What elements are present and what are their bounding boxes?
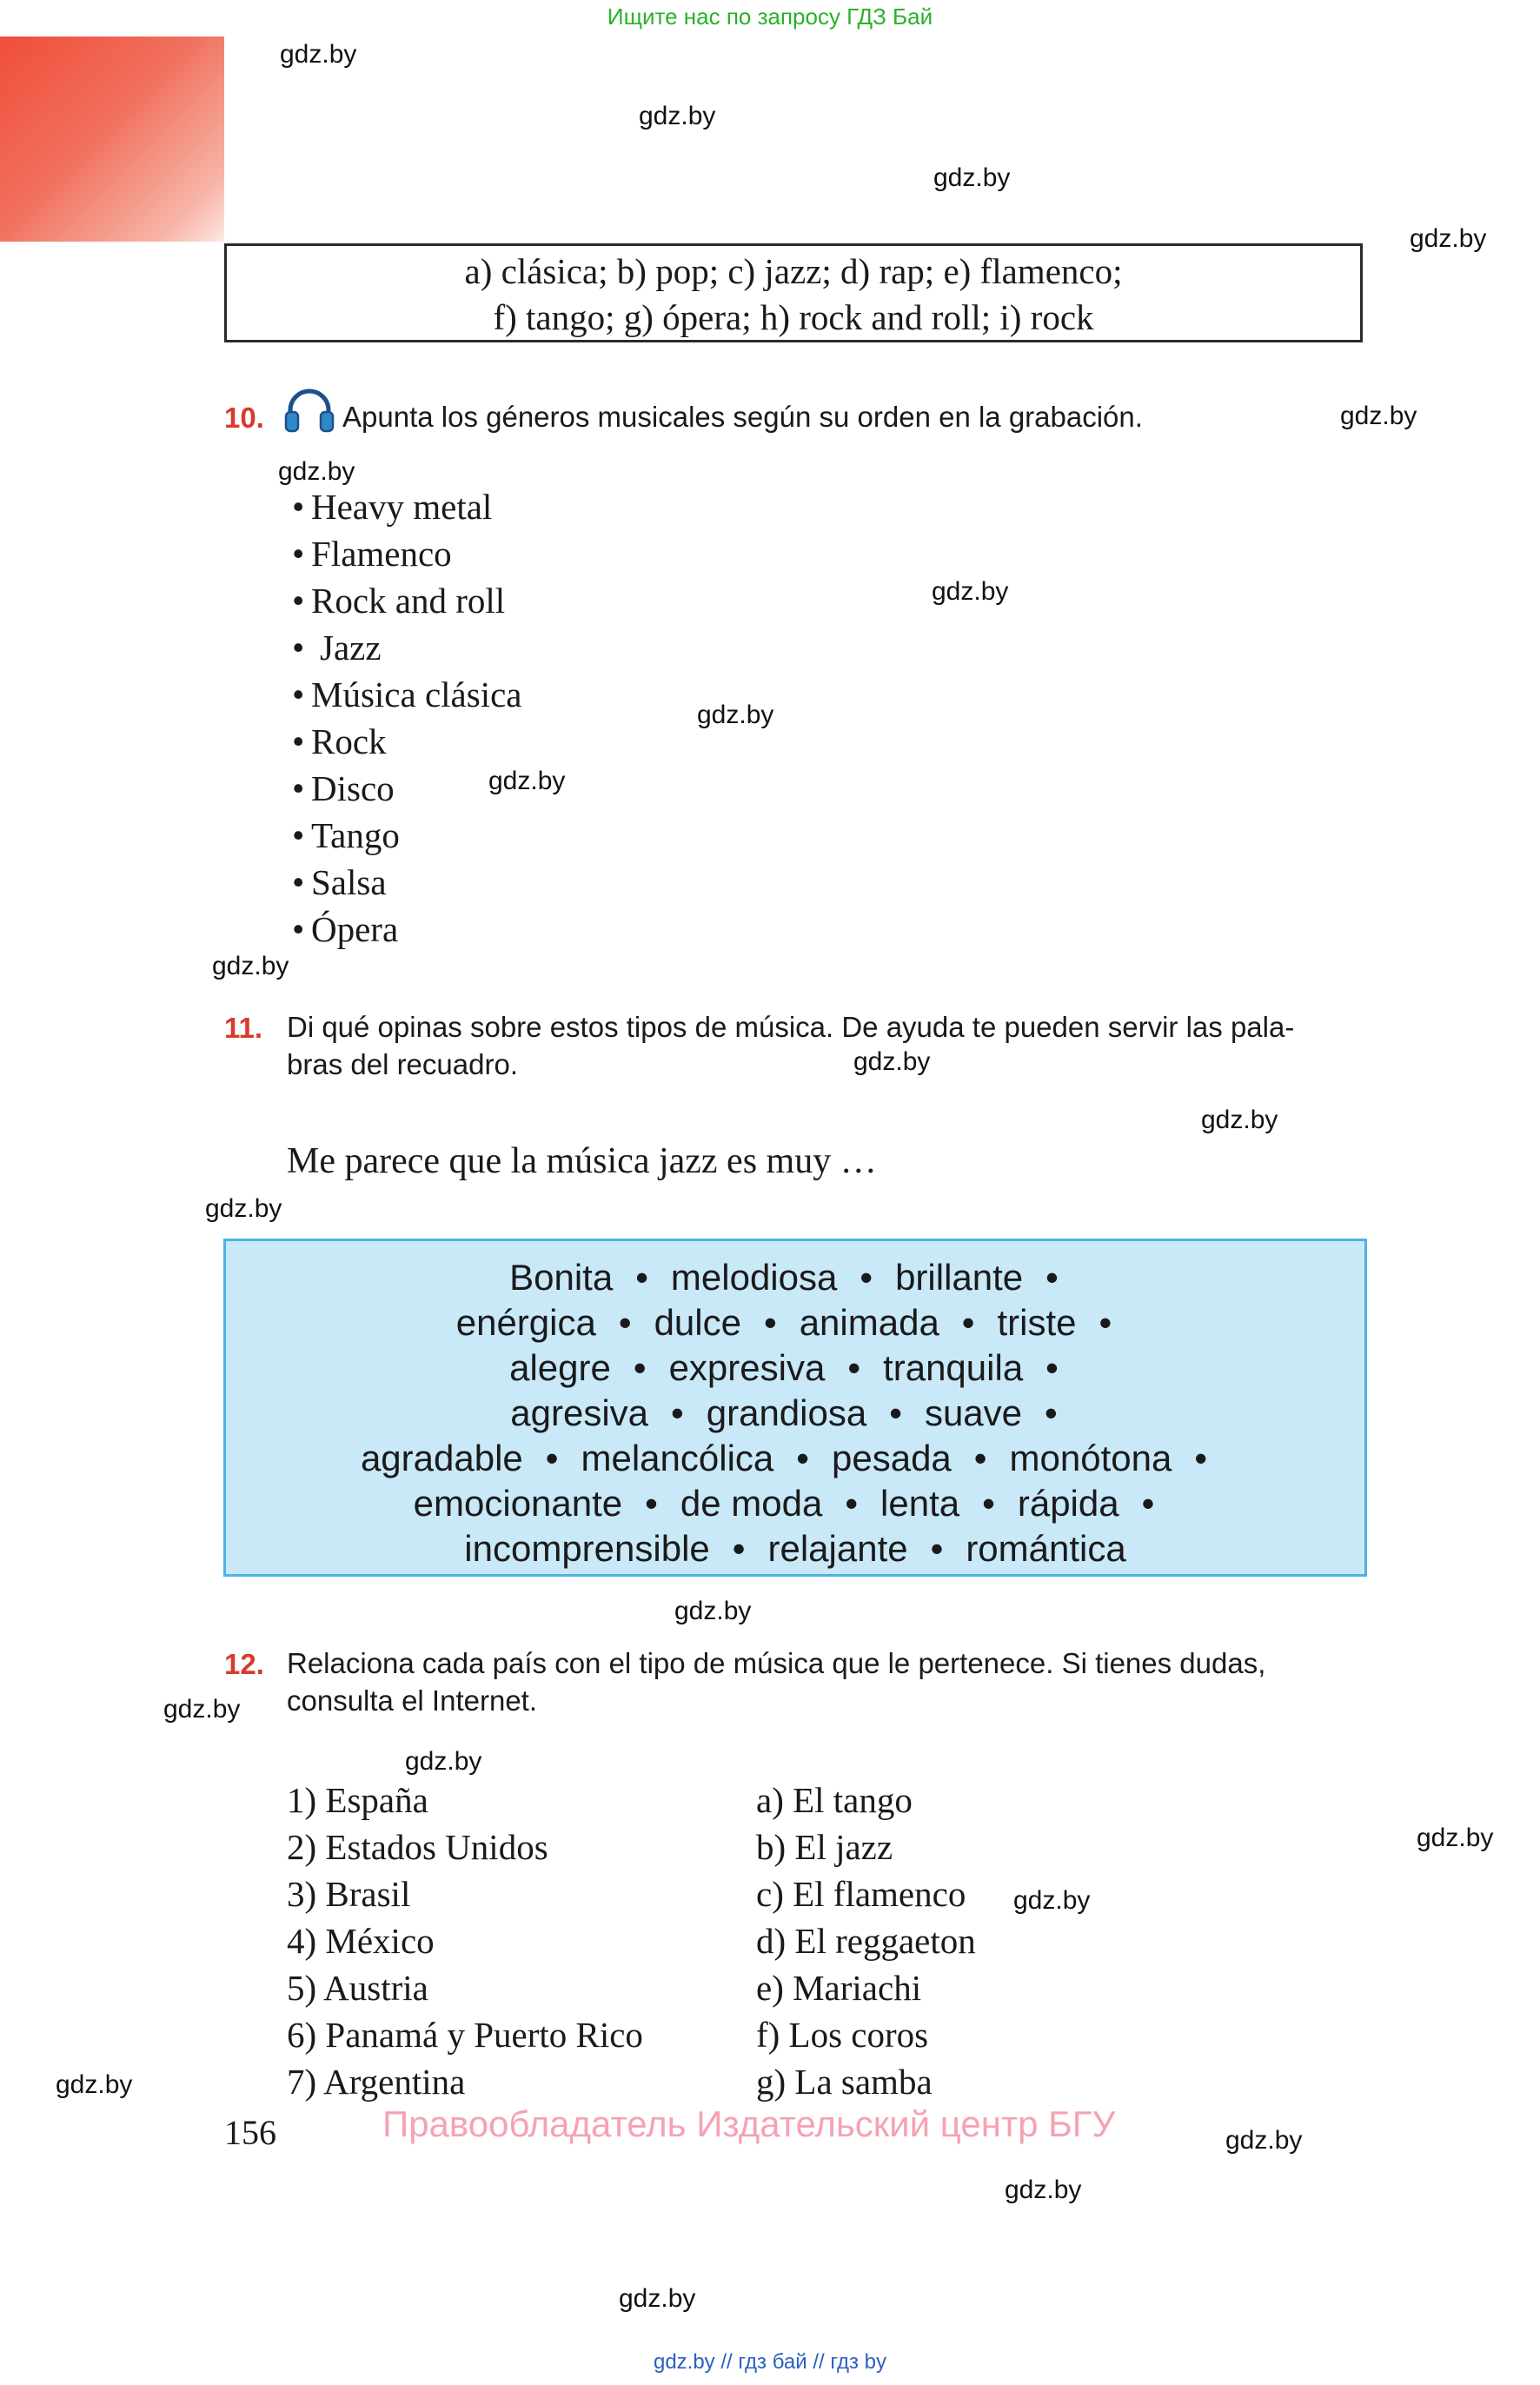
adjectives-row: enérgica • dulce • animada • triste •: [455, 1302, 1112, 1343]
exercise-10-number: 10.: [224, 402, 264, 434]
list-item: a) El tango: [756, 1780, 913, 1820]
watermark: gdz.by: [853, 1047, 931, 1076]
corner-decoration: [0, 37, 224, 242]
list-item: c) El flamenco: [756, 1874, 966, 1914]
watermark: gdz.by: [639, 102, 716, 130]
watermark: gdz.by: [212, 952, 289, 980]
example-sentence: Me parece que la música jazz es muy …: [287, 1141, 877, 1181]
list-item: • Ópera: [292, 906, 521, 953]
watermark: gdz.by: [488, 767, 566, 795]
headphones-icon: [283, 386, 335, 435]
adjectives-row: agresiva • grandiosa • suave •: [510, 1392, 1058, 1433]
bullet: •: [292, 628, 305, 668]
bullet: •: [292, 815, 305, 855]
list-item: • Rock and roll: [292, 577, 521, 624]
answer-options-box: [224, 243, 1363, 342]
list-item: b) El jazz: [756, 1827, 893, 1867]
list-item: • Tango: [292, 812, 521, 859]
watermark: gdz.by: [278, 457, 355, 486]
answer-options-line-1: a) clásica; b) pop; c) jazz; d) rap; e) flamenco;: [464, 251, 1123, 291]
top-search-banner[interactable]: Ищите нас по запросу ГДЗ Бай: [607, 3, 933, 30]
list-item: 6) Panamá y Puerto Rico: [287, 2015, 643, 2055]
list-item: • Rock: [292, 718, 521, 765]
watermark: gdz.by: [205, 1194, 282, 1223]
genre-list: [292, 483, 521, 953]
exercise-12-instruction: Relaciona cada país con el tipo de música que le pertenece. Si tienes dudas, consulta el Internet.: [287, 1647, 1266, 1717]
bullet: •: [292, 721, 305, 761]
adjectives-row: alegre • expresiva • tranquila •: [509, 1347, 1059, 1388]
list-item: 2) Estados Unidos: [287, 1827, 548, 1867]
countries-column: [287, 1777, 643, 2105]
watermark: gdz.by: [619, 2284, 696, 2313]
bullet: •: [292, 909, 305, 949]
adjectives-row: Bonita • melodiosa • brillante •: [509, 1257, 1059, 1298]
watermark: gdz.by: [1201, 1106, 1278, 1134]
adjectives-box: [223, 1239, 1367, 1577]
adjectives-row: agradable • melancólica • pesada • monótona •: [360, 1438, 1208, 1478]
list-item: 7) Argentina: [287, 2062, 466, 2102]
list-item: 3) Brasil: [287, 1874, 411, 1914]
exercise-11-number: 11.: [224, 1012, 263, 1044]
watermark: gdz.by: [163, 1695, 241, 1724]
bullet: •: [292, 487, 305, 527]
list-item: 5) Austria: [287, 1968, 428, 2008]
bullet: •: [292, 581, 305, 621]
answer-options-line-2: f) tango; g) ópera; h) rock and roll; i) rock: [493, 297, 1094, 337]
bullet: •: [292, 862, 305, 902]
list-item: e) Mariachi: [756, 1968, 922, 2008]
bottom-links[interactable]: gdz.by // гдз бай // гдз by: [653, 2350, 887, 2374]
watermark: gdz.by: [405, 1747, 482, 1776]
copyright-footer: Правообладатель Издательский центр БГУ: [382, 2103, 1116, 2144]
watermark: gdz.by: [1005, 2176, 1082, 2204]
list-item: • Flamenco: [292, 530, 521, 577]
list-item: d) El reggaeton: [756, 1921, 976, 1961]
watermark: gdz.by: [1340, 402, 1417, 430]
watermark: gdz.by: [1225, 2126, 1303, 2155]
adjectives-row: incomprensible • relajante • romántica: [464, 1528, 1126, 1569]
watermark: gdz.by: [1410, 224, 1487, 253]
watermark: gdz.by: [1417, 1824, 1494, 1852]
watermark: gdz.by: [1013, 1886, 1091, 1915]
watermark: gdz.by: [56, 2070, 133, 2099]
watermark: gdz.by: [697, 701, 774, 729]
watermark: gdz.by: [280, 40, 357, 69]
music-column: [756, 1777, 976, 2105]
list-item: • Jazz: [292, 624, 521, 671]
list-item: 1) España: [287, 1780, 428, 1820]
exercise-12-number: 12.: [224, 1648, 264, 1680]
list-item: f) Los coros: [756, 2015, 929, 2055]
list-item: • Salsa: [292, 859, 521, 906]
exercise-11-instruction: Di qué opinas sobre estos tipos de música. De ayuda te pueden servir las pala- bras del recuadro.: [287, 1011, 1295, 1080]
watermark: gdz.by: [674, 1597, 752, 1625]
list-item: g) La samba: [756, 2062, 933, 2102]
watermark: gdz.by: [933, 163, 1011, 192]
list-item: • Música clásica: [292, 671, 521, 718]
bullet: •: [292, 674, 305, 714]
page-number: 156: [224, 2113, 276, 2152]
bullet: •: [292, 534, 305, 574]
watermark: gdz.by: [932, 577, 1009, 606]
list-item: • Heavy metal: [292, 483, 521, 530]
exercise-10-instruction: Apunta los géneros musicales según su orden en la grabación.: [342, 401, 1143, 433]
adjectives-row: emocionante • de moda • lenta • rápida •: [413, 1483, 1155, 1524]
list-item: • Disco: [292, 765, 521, 812]
list-item: 4) México: [287, 1921, 435, 1961]
bullet: •: [292, 768, 305, 808]
